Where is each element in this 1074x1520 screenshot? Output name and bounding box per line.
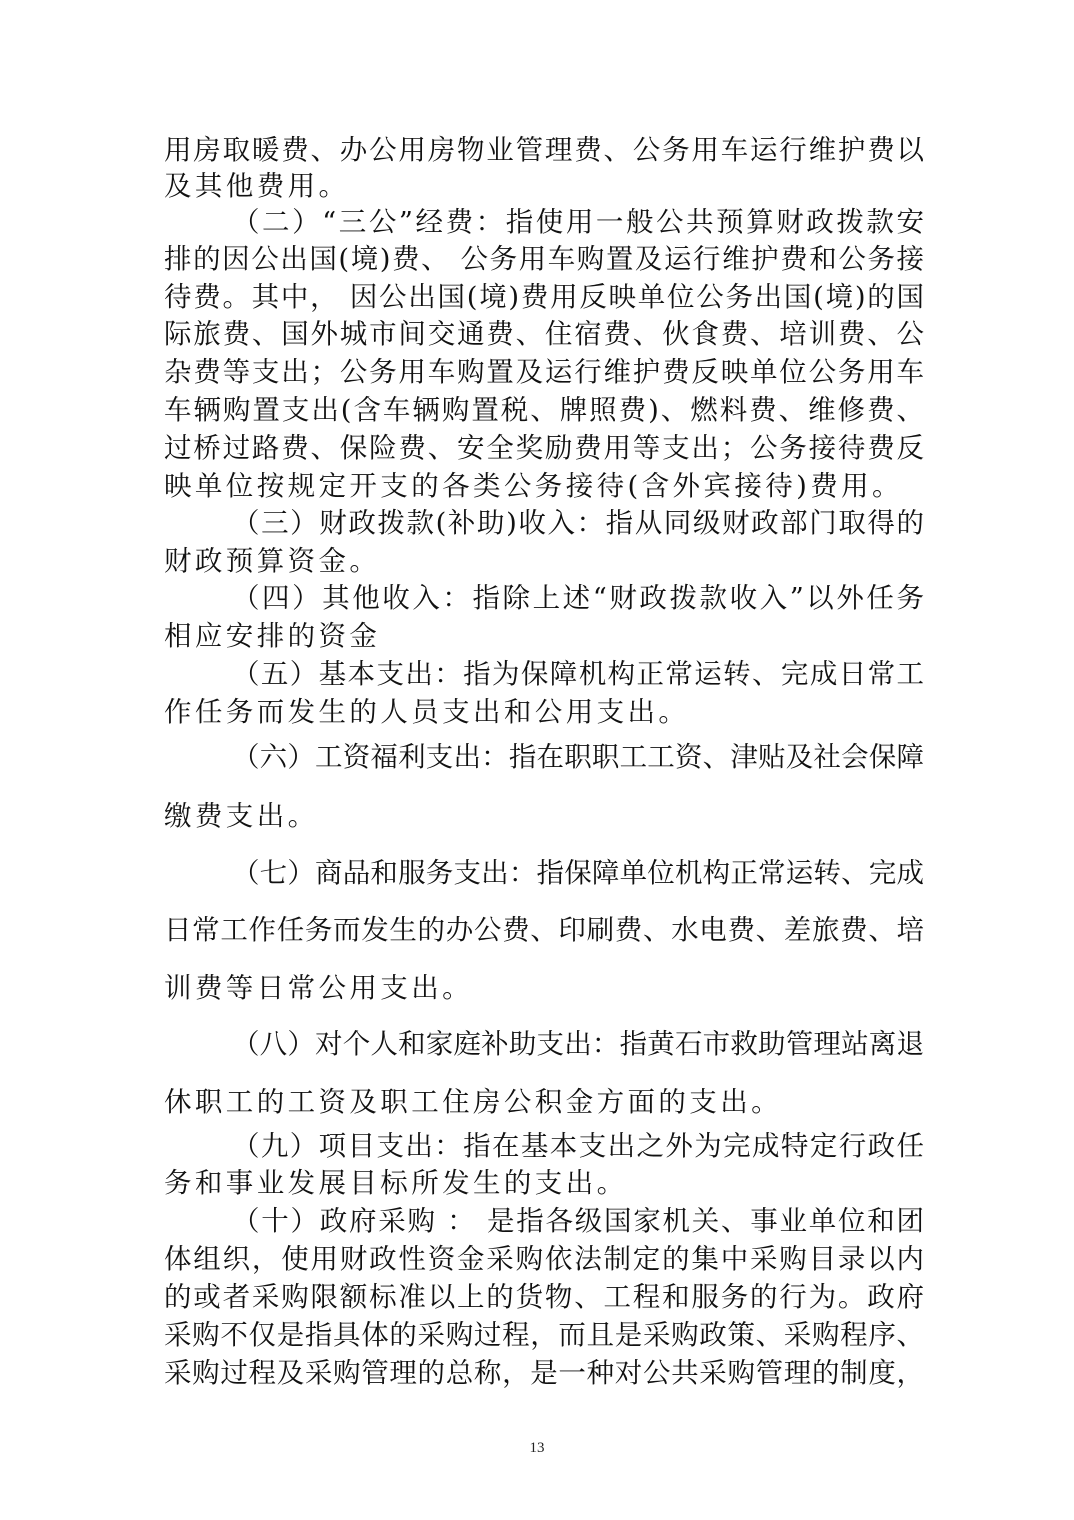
text-line: 过桥过路费、保险费、安全奖励费用等支出；公务接待费反 [164, 432, 924, 464]
text-line: （四）其他收入：指除上述“财政拨款收入”以外任务 [232, 582, 924, 614]
text-line: （三）财政拨款(补助)收入：指从同级财政部门取得的 [232, 507, 924, 539]
text-line: 际旅费、国外城市间交通费、住宿费、伙食费、培训费、公 [164, 318, 924, 350]
text-line: 财政预算资金。 [164, 545, 381, 577]
text-line: （九）项目支出：指在基本支出之外为完成特定行政任 [232, 1130, 924, 1162]
text-line: （二）“三公”经费：指使用一般公共预算财政拨款安 [232, 206, 924, 238]
text-line: 作任务而发生的人员支出和公用支出。 [164, 696, 690, 728]
text-line: 缴费支出。 [164, 800, 319, 832]
text-line: （十）政府采购 ： 是指各级国家机关、事业单位和团 [232, 1205, 924, 1237]
text-line: 体组织，使用财政性资金采购依法制定的集中采购目录以内 [164, 1243, 924, 1275]
text-line: 务和事业发展目标所发生的支出。 [164, 1167, 628, 1199]
text-line: 杂费等支出；公务用车购置及运行维护费反映单位公务用车 [164, 356, 924, 388]
text-line: 及其他费用。 [164, 170, 350, 202]
text-line: 相应安排的资金 [164, 620, 381, 652]
text-line: 休职工的工资及职工住房公积金方面的支出。 [164, 1086, 782, 1118]
text-line: 车辆购置支出(含车辆购置税、牌照费)、燃料费、维修费、 [164, 394, 924, 426]
text-line: （六）工资福利支出：指在职职工工资、津贴及社会保障 [232, 741, 924, 773]
text-line: 训费等日常公用支出。 [164, 972, 473, 1004]
text-line: （七）商品和服务支出：指保障单位机构正常运转、完成 [232, 857, 924, 889]
text-line: 日常工作任务而发生的办公费、印刷费、水电费、差旅费、培 [164, 914, 924, 946]
text-line: 排的因公出国(境)费、 公务用车购置及运行维护费和公务接 [164, 243, 924, 275]
page-number: 13 [529, 1440, 545, 1456]
text-line: 待费。其中， 因公出国(境)费用反映单位公务出国(境)的国 [164, 281, 924, 313]
text-line: （八）对个人和家庭补助支出：指黄石市救助管理站离退 [232, 1028, 924, 1060]
text-line: 的或者采购限额标准以上的货物、工程和服务的行为。政府 [164, 1281, 924, 1313]
text-line: 采购过程及采购管理的总称，是一种对公共采购管理的制度， [164, 1357, 924, 1389]
text-line: 采购不仅是指具体的采购过程，而且是采购政策、采购程序、 [164, 1319, 924, 1351]
text-line: 用房取暖费、办公用房物业管理费、公务用车运行维护费以 [164, 134, 924, 166]
text-line: （五）基本支出：指为保障机构正常运转、完成日常工 [232, 658, 924, 690]
text-line: 映单位按规定开支的各类公务接待(含外宾接待)费用。 [164, 470, 903, 502]
